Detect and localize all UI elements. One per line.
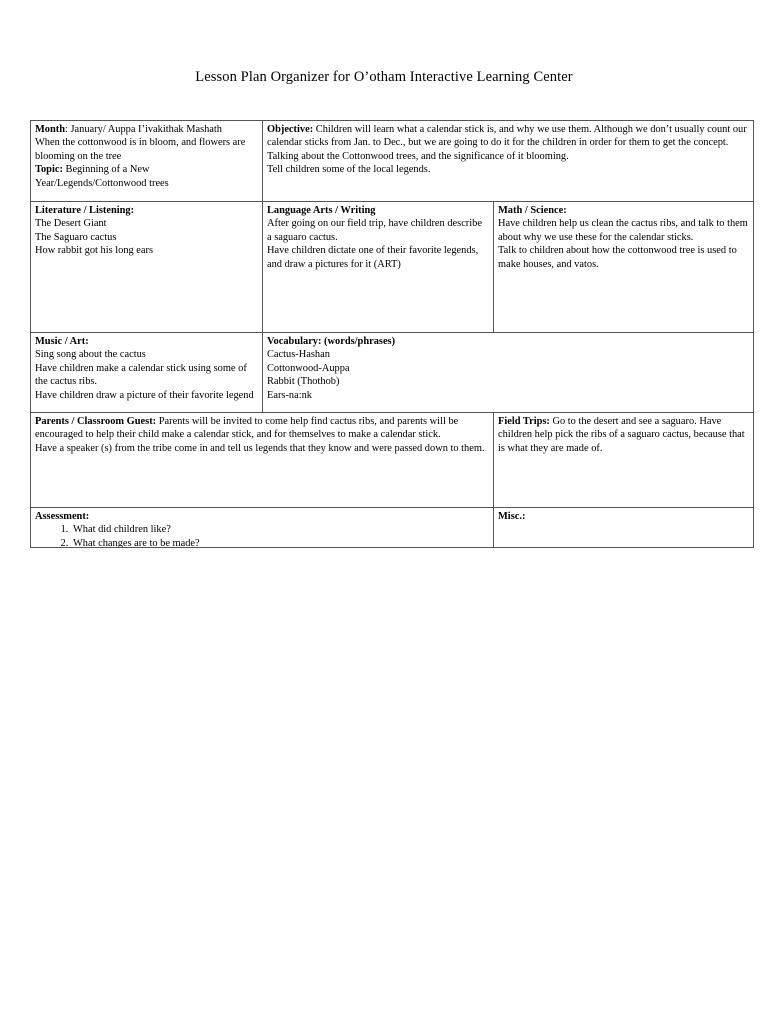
parents-guest-cell <box>30 412 494 508</box>
objective-label: Objective: <box>267 124 314 135</box>
language-arts-cell <box>262 201 494 333</box>
assessment-item: 2. What changes are to be made? <box>71 537 489 548</box>
language-arts-item: After going on our field trip, have children describe a saguaro cactus. <box>267 218 482 243</box>
field-trips-label: Field Trips: <box>498 416 550 427</box>
vocabulary-item: Cactus-Hashan <box>267 349 330 361</box>
language-arts-item: Have children dictate one of their favorite legends, and draw a pictures for it (ART) <box>267 245 479 270</box>
objective-line-2: Talking about the Cottonwood trees, and the significance of it blooming. <box>267 150 569 162</box>
music-art-label: Music / Art: <box>35 336 89 347</box>
assessment-list <box>35 523 489 548</box>
vocabulary-label: Vocabulary: (words/phrases) <box>267 336 396 347</box>
lesson-plan-table <box>30 120 754 548</box>
vocabulary-item: Ears-na:nk <box>267 389 313 401</box>
literature-item: The Desert Giant <box>35 218 107 230</box>
vocabulary-cell <box>262 332 754 413</box>
math-science-cell <box>493 201 754 333</box>
vocabulary-item: Cottonwood-Auppa <box>267 362 350 374</box>
language-arts-label: Language Arts / Writing <box>267 205 376 216</box>
objective-text: Children will learn what a calendar stick is, and why we use them. Although we don’t usually count our calendar sticks from Jan. to Dec., but we are going to do it for the children in order for them to get the concept. <box>267 124 747 149</box>
parents-text: Parents will be invited to come help find cactus ribs, and parents will be encouraged to help their child make a calendar stick, and for themselves to make a calendar stick. <box>35 416 459 441</box>
assessment-label: Assessment: <box>35 511 90 522</box>
music-art-cell <box>30 332 263 413</box>
music-art-item: Have children draw a picture of their favorite legend <box>35 389 254 401</box>
music-art-item: Sing song about the cactus <box>35 349 146 361</box>
month-value: : January/ Auppa I’ivakithak Mashath <box>65 124 223 135</box>
assessment-item: 1. What did children like? <box>71 523 489 536</box>
literature-label: Literature / Listening: <box>35 205 135 216</box>
parents-label: Parents / Classroom Guest: <box>35 416 157 427</box>
objective-cell <box>262 120 754 202</box>
music-art-item: Have children make a calendar stick using some of the cactus ribs. <box>35 362 247 388</box>
misc-cell <box>493 507 754 548</box>
vocabulary-item: Rabbit (Thothob) <box>267 376 340 388</box>
field-trips-cell <box>493 412 754 508</box>
literature-cell <box>30 201 263 333</box>
math-science-item: Talk to children about how the cottonwood tree is used to make houses, and vatos. <box>498 245 737 270</box>
month-note: When the cottonwood is in bloom, and flowers are blooming on the tree <box>35 137 246 162</box>
topic-label: Topic: <box>35 164 63 176</box>
literature-item: The Saguaro cactus <box>35 231 117 243</box>
topic-value: Beginning of a New Year/Legends/Cottonwood trees <box>35 164 169 189</box>
math-science-label: Math / Science: <box>498 205 567 216</box>
month-topic-cell <box>30 120 263 202</box>
field-trips-text: Go to the desert and see a saguaro. Have children help pick the ribs of a saguaro cactus, because that is what they are made of. <box>498 416 745 454</box>
month-label: Month <box>35 124 66 135</box>
assessment-cell <box>30 507 494 548</box>
parents-line-2: Have a speaker (s) from the tribe come in and tell us legends that they know and were passed down to them. <box>35 442 485 454</box>
objective-line-3: Tell children some of the local legends. <box>267 164 431 176</box>
page-title: Lesson Plan Organizer for O’otham Interactive Learning Center <box>195 69 573 85</box>
misc-label: Misc.: <box>498 511 526 522</box>
math-science-item: Have children help us clean the cactus ribs, and talk to them about why we use these for the calendar sticks. <box>498 218 748 243</box>
literature-item: How rabbit got his long ears <box>35 245 154 257</box>
